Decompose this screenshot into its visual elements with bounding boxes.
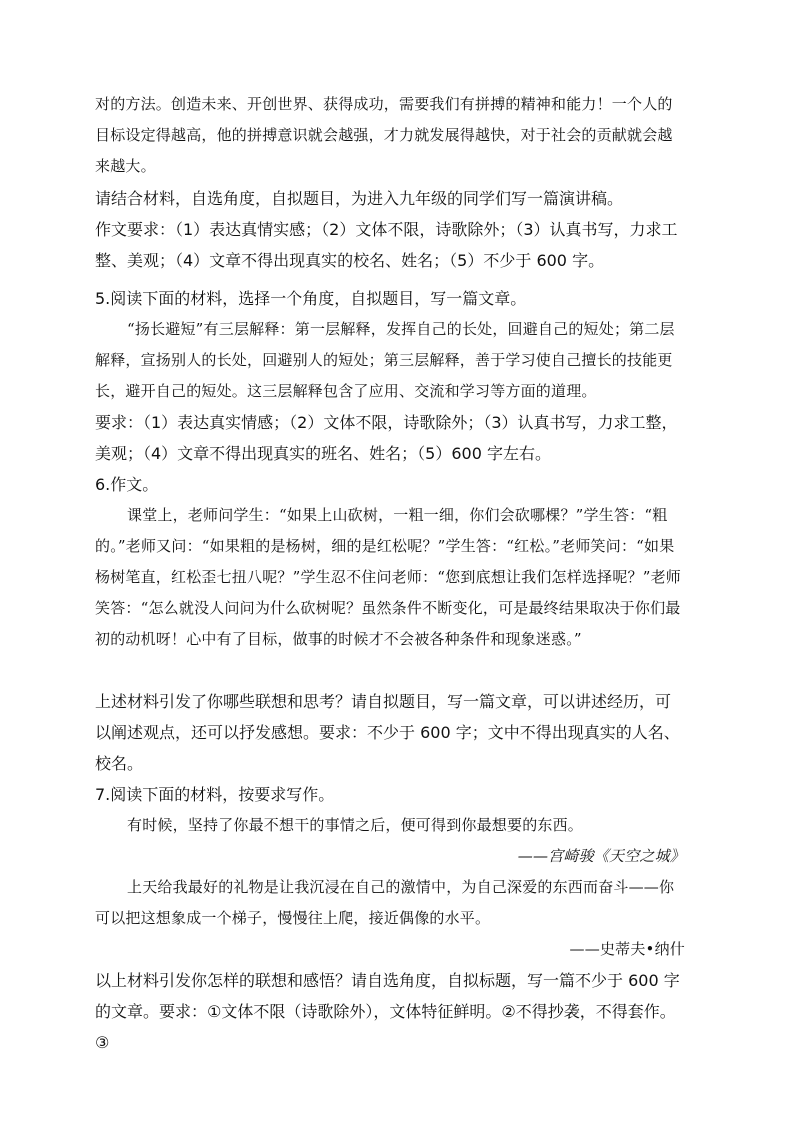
question-7-requirements: 以上材料引发你怎样的联想和感悟？请自选角度，自拟标题，写一篇不少于 600 字的文章。要求：①文体不限（诗歌除外），文体特征鲜明。②不得抄袭，不得套作。③	[95, 971, 680, 1052]
writing-requirements: 作文要求：（1）表达真情实感；（2）文体不限，诗歌除外；（3）认真书写，力求工整、美观；（4）文章不得出现真实的校名、姓名；（5）不少于 600 字。	[95, 220, 678, 270]
question-7-source-1: ——宫崎骏《天空之城》	[517, 847, 685, 865]
question-6-material: 课堂上，老师问学生：“如果上山砍树，一粗一细，你们会砍哪棵？”学生答：“粗的。”老师又问：“如果粗的是杨树，细的是红松呢？”学生答：“红松。”老师笑问：“如果杨树笔直，红松歪七扭八呢？”学生忍不住问老师：“您到底想让我们怎样选择呢？”老师笑答：“怎么就没人问问为什么砍树呢？虽然条件不断变化，可是最终结果取决于你们最初的动机呀！心中有了目标，做事的时候才不会被各种条件和现象迷惑。”	[95, 506, 682, 648]
question-7-source-2: ——史蒂夫•纳什	[569, 940, 685, 958]
question-6-requirements: 上述材料引发了你哪些联想和思考？请自拟题目，写一篇文章，可以讲述经历，可以阐述观点，还可以抒发感想。要求：不少于 600 字；文中不得出现真实的人名、校名。	[95, 692, 680, 773]
question-5-material: “扬长避短”有三层解释：第一层解释，发挥自己的长处，回避自己的短处；第二层解释，宣扬别人的长处，回避别人的短处；第三层解释，善于学习使自己擅长的技能更长，避开自己的短处。这三层解释包含了应用、交流和学习等方面的道理。	[95, 320, 675, 400]
question-7-title: 7.阅读下面的材料，按要求写作。	[95, 785, 335, 804]
task-instruction: 请结合材料，自选角度，自拟题目，为进入九年级的同学们写一篇演讲稿。	[95, 189, 624, 208]
question-7-quote-2: 上天给我最好的礼物是让我沉浸在自己的激情中，为自己深爱的东西而奋斗——你可以把这想象成一个梯子，慢慢往上爬，接近偶像的水平。	[95, 878, 675, 927]
question-5-requirements: 要求：（1）表达真实情感；（2）文体不限，诗歌除外；（3）认真书写，力求工整，美观；（4）文章不得出现真实的班名、姓名；（5）600 字左右。	[95, 413, 678, 463]
question-5-title: 5.阅读下面的材料，选择一个角度，自拟题目，写一篇文章。	[95, 289, 527, 308]
question-7-quote-1: 有时候，坚持了你最不想干的事情之后，便可得到你最想要的东西。	[127, 816, 584, 834]
intro-paragraph: 对的方法。创造未来、开创世界、获得成功，需要我们有拼搏的精神和能力！一个人的目标设定得越高，他的拼搏意识就会越强，才力就发展得越快，对于社会的贡献就会越来越大。	[95, 95, 673, 175]
question-6-title: 6.作文。	[95, 475, 159, 494]
